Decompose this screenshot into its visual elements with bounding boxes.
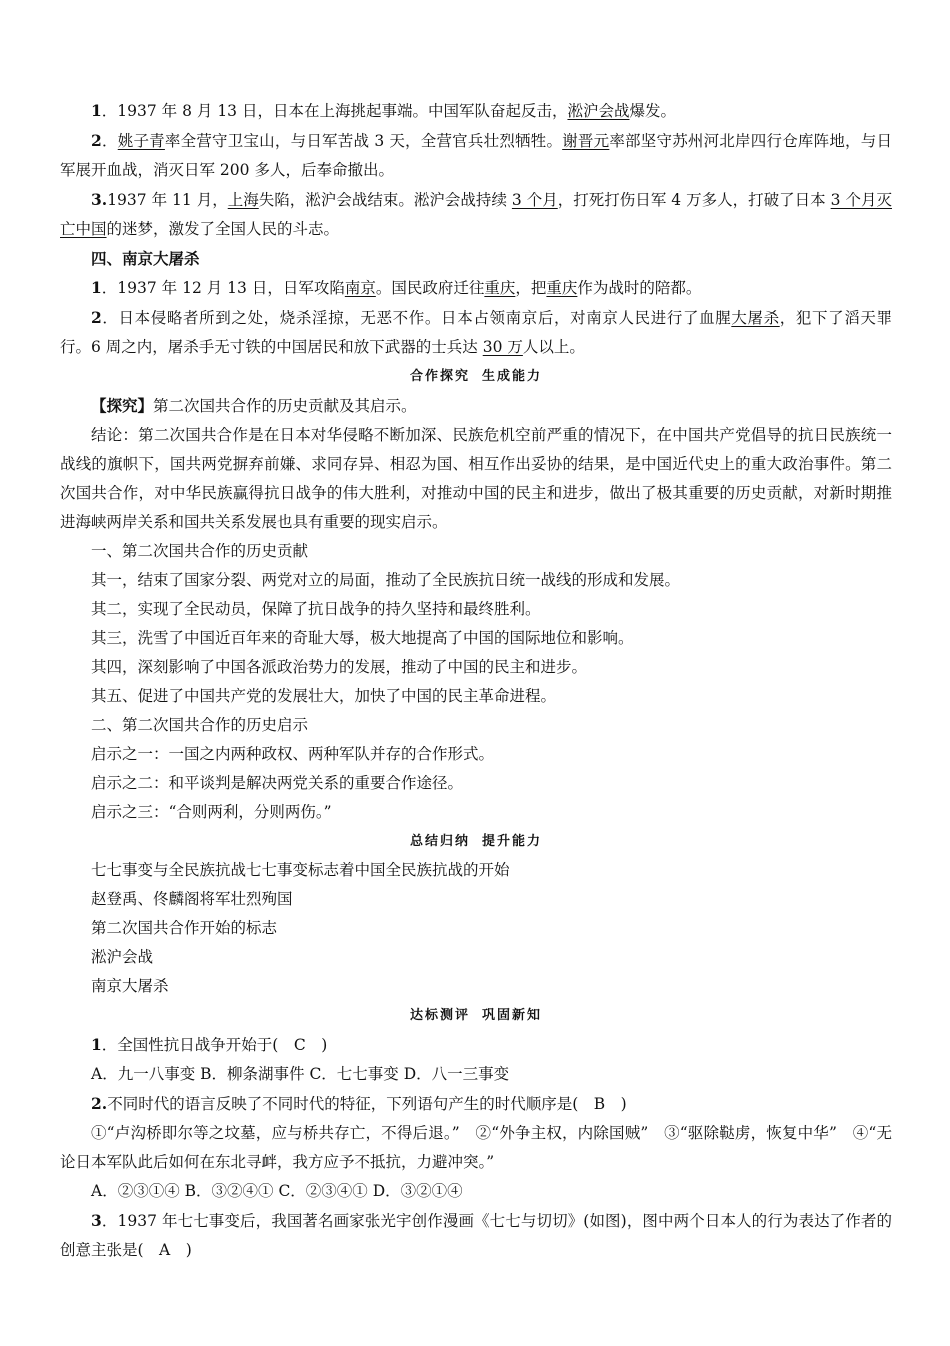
heading-summary [60, 827, 892, 856]
question-2 [60, 1089, 892, 1119]
text: 作为战时的陪都。 [577, 279, 702, 297]
explore-question [60, 391, 892, 421]
question-1-options: A．九一八事变 B．柳条湖事件 C．七七事变 D．八一三事变 [91, 1065, 510, 1083]
answer-underline: 30 万 [482, 338, 523, 356]
answer-underline: 3 个月 [511, 191, 558, 209]
question-2-body: ①“卢沟桥即尔等之坟墓，应与桥共存亡，不得后退。” ②“外争主权，内除国贼” ③“驱除鞑虏，恢复中华” ④“无论日本军队此后如何在东北寻衅，我方应予不抵抗，力避冲突。” [60, 1124, 892, 1171]
heading-right: 提升能力 [482, 834, 543, 849]
insight-title: 二、第二次国共合作的历史启示 [91, 716, 309, 734]
text: ，打死打伤日军 4 万多人，打破了日本 [557, 191, 831, 209]
contrib-4: 其四，深刻影响了中国各派政治势力的发展，推动了中国的民主和进步。 [91, 658, 588, 676]
answer-underline: 淞沪会战 [567, 102, 630, 120]
s3-item2 [60, 126, 892, 185]
insight-3: 启示之三：“合则两利，分则两伤。” [91, 803, 332, 821]
summary-3: 第二次国共合作开始的标志 [91, 919, 278, 937]
text: 第二次国共合作的历史贡献及其启示。 [153, 397, 417, 415]
item-number: 2 [91, 131, 102, 150]
contrib-5: 其五、促进了中国共产党的发展壮大，加快了中国的民主革命进程。 [91, 687, 557, 705]
text: 。国民政府迁往 [375, 279, 485, 297]
contrib-2: 其二，实现了全民动员，保障了抗日战争的持久坚持和最终胜利。 [91, 600, 541, 618]
contrib-3: 其三，洗雪了中国近百年来的奇耻大辱，极大地提高了中国的国际地位和影响。 [91, 629, 634, 647]
question-3 [60, 1206, 892, 1265]
answer-underline: 3 个月灭亡中国 [60, 191, 892, 238]
insight-1: 启示之一：一国之内两种政权、两种军队并存的合作形式。 [91, 745, 495, 763]
heading-right: 巩固新知 [482, 1008, 543, 1023]
text: 的迷梦，激发了全国人民的斗志。 [106, 220, 340, 238]
text: ．1937 年 12 月 13 日，日军攻陷 [101, 279, 345, 297]
answer-underline: 南京 [344, 279, 376, 297]
heading-left: 合作探究 [409, 369, 470, 384]
explore-label: 【探究】 [91, 396, 154, 415]
text: ． [101, 132, 118, 150]
text: ．1937 年 8 月 13 日，日本在上海挑起事端。中国军队奋起反击， [101, 102, 568, 120]
contrib-1: 其一，结束了国家分裂、两党对立的局面，推动了全民族抗日统一战线的形成和发展。 [91, 571, 681, 589]
heading-explore [60, 362, 892, 391]
summary-5: 南京大屠杀 [91, 977, 169, 995]
item-number: 3. [91, 190, 108, 209]
s4-item1 [60, 273, 892, 303]
text: 率部坚守苏州河北岸四行仓库阵地，与日军展开血战，消灭日军 200 多人，后奉命撤出。 [60, 132, 892, 179]
text: ．日本侵略者所到之处，烧杀淫掠，无恶不作。日本占领南京后，对南京人民进行了血腥 [101, 309, 732, 327]
heading-test [60, 1001, 892, 1030]
text: 人以上。 [522, 338, 585, 356]
section-title-nanjing: 四、南京大屠杀 [91, 249, 200, 268]
item-number: 2 [91, 308, 102, 327]
s3-item1 [60, 96, 892, 126]
text: ，犯下了滔天罪行。6 周之内，屠杀手无寸铁的中国居民和放下武器的士兵达 [60, 309, 892, 356]
item-number: 1 [91, 101, 102, 120]
heading-left: 总结归纳 [409, 834, 470, 849]
text: 率全营守卫宝山，与日军苦战 3 天，全营官兵壮烈牺牲。 [164, 132, 563, 150]
question-text: ．1937 年七七事变后，我国著名画家张光宇创作漫画《七七与切切》(如图)，图中两个日本人的行为表达了作者的创意主张是( A ) [60, 1212, 892, 1259]
question-1 [60, 1030, 892, 1060]
answer-underline: 重庆 [484, 279, 516, 297]
answer-underline: 姚子青 [117, 132, 165, 150]
question-number: 3 [91, 1211, 102, 1230]
insight-2: 启示之二：和平谈判是解决两党关系的重要合作途径。 [91, 774, 464, 792]
heading-left: 达标测评 [409, 1008, 470, 1023]
question-number: 1 [91, 1035, 102, 1054]
text: 爆发。 [629, 102, 676, 120]
question-2-options: A．②③①④ B．③②④① C．②③④① D．③②①④ [91, 1182, 463, 1200]
answer-underline: 大屠杀 [731, 309, 780, 327]
contrib-title: 一、第二次国共合作的历史贡献 [91, 542, 309, 560]
summary-4: 淞沪会战 [91, 948, 154, 966]
s3-item3 [60, 185, 892, 244]
document-page [60, 96, 892, 1265]
text: 1937 年 11 月， [107, 191, 228, 209]
answer-underline: 上海 [227, 191, 259, 209]
heading-right: 生成能力 [482, 369, 543, 384]
question-number: 2. [91, 1094, 108, 1113]
summary-2: 赵登禹、佟麟阁将军壮烈殉国 [91, 890, 293, 908]
explore-conclusion: 结论：第二次国共合作是在日本对华侵略不断加深、民族危机空前严重的情况下，在中国共产党倡导的抗日民族统一战线的旗帜下，国共两党摒弃前嫌、求同存异、相忍为国、相互作出妥协的结果，是中国近代史上的重大政治事件。第二次国共合作，对中华民族赢得抗日战争的伟大胜利，对推动中国的民主和进步，做出了极其重要的历史贡献，对新时期推进海峡两岸关系和国共关系发展也具有重要的现实启示。 [60, 426, 892, 531]
answer-underline: 重庆 [546, 279, 578, 297]
summary-1: 七七事变与全民族抗战七七事变标志着中国全民族抗战的开始 [91, 861, 510, 879]
text: ，把 [515, 279, 547, 297]
question-text: 不同时代的语言反映了不同时代的特征，下列语句产生的时代顺序是( B ) [107, 1095, 627, 1113]
answer-underline: 谢晋元 [562, 132, 610, 150]
text: 失陷，淞沪会战结束。淞沪会战持续 [258, 191, 512, 209]
item-number: 1 [91, 278, 102, 297]
question-text: ．全国性抗日战争开始于( C ) [101, 1036, 328, 1054]
s4-item2 [60, 303, 892, 362]
